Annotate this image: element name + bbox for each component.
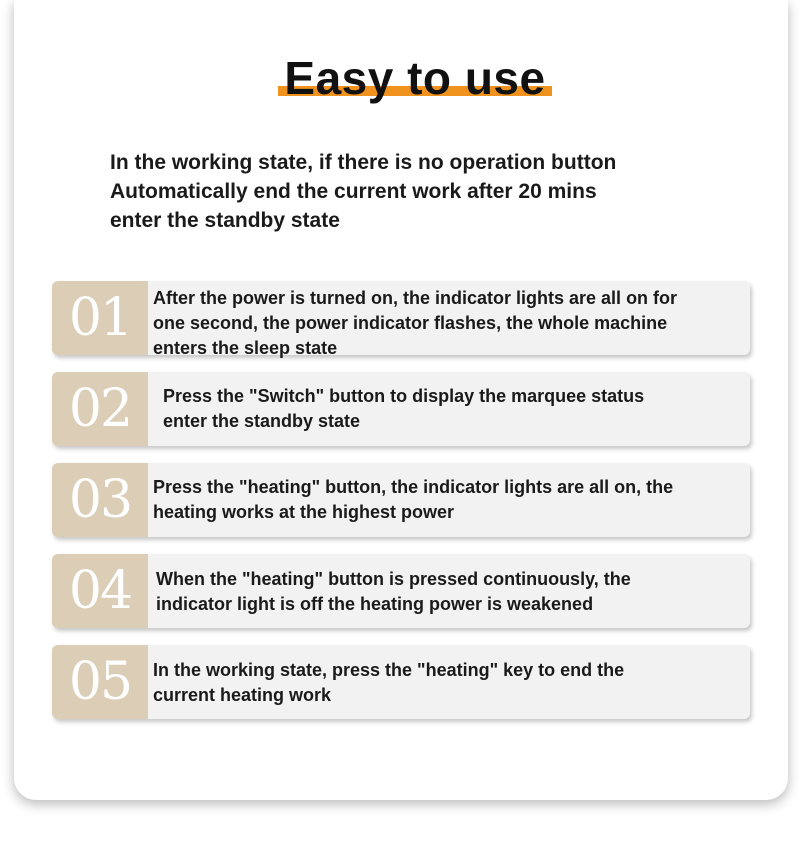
intro-text: [110, 148, 730, 235]
title-block: [270, 50, 570, 110]
step-number-badge: 01: [52, 281, 148, 355]
step-line: indicator light is off the heating power is weakened: [156, 594, 594, 614]
step-line: one second, the power indicator flashes, the whole machine: [153, 313, 668, 333]
step-number-badge: 04: [52, 554, 148, 628]
step-line: enter the standby state: [163, 411, 361, 431]
intro-line: In the working state, if there is no operation button: [110, 151, 617, 174]
step-description: [153, 475, 765, 525]
step-line: current heating work: [153, 685, 332, 705]
step-line: When the "heating" button is pressed continuously, the: [156, 569, 631, 589]
step-line: Press the "Switch" button to display the marquee status: [163, 386, 645, 406]
step-item-03: [52, 463, 750, 537]
step-description: [163, 384, 775, 434]
step-line: heating works at the highest power: [153, 502, 455, 522]
step-description: [153, 658, 765, 708]
page-title: Easy to use: [284, 52, 546, 104]
step-line: In the working state, press the "heating" key to end the: [153, 660, 625, 680]
step-description: [153, 286, 765, 361]
step-number-badge: 02: [52, 372, 148, 446]
intro-line: enter the standby state: [110, 209, 340, 232]
step-item-01: [52, 281, 750, 358]
step-item-02: [52, 372, 750, 446]
step-item-04: [52, 554, 750, 628]
step-number-badge: 05: [52, 645, 148, 719]
step-description: [156, 567, 768, 617]
step-item-05: [52, 645, 750, 719]
step-line: Press the "heating" button, the indicator lights are all on, the: [153, 477, 674, 497]
step-line: enters the sleep state: [153, 338, 338, 358]
step-line: After the power is turned on, the indicator lights are all on for: [153, 288, 678, 308]
intro-line: Automatically end the current work after 20 mins: [110, 180, 597, 203]
step-number-badge: 03: [52, 463, 148, 537]
